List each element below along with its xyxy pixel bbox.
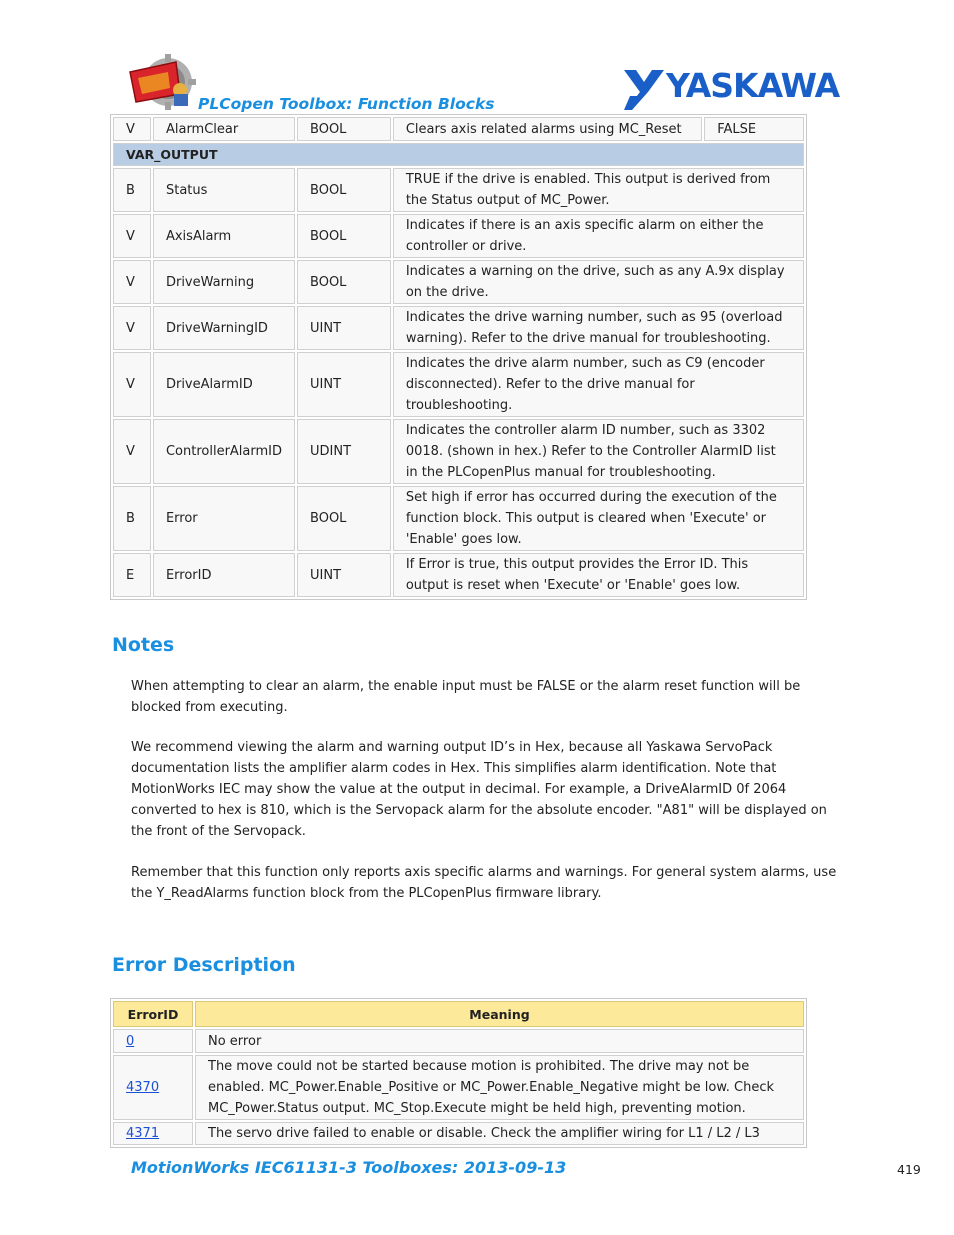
var-type: V (113, 419, 151, 484)
var-description: Indicates the controller alarm ID number, such as 3302 0018. (shown in hex.) Refer to the Controller AlarmID list in the PLCopenPlus manual for troubleshooting. (393, 419, 804, 484)
error-meaning: The servo drive failed to enable or disable. Check the amplifier wiring for L1 / L2 / L3 (195, 1122, 804, 1145)
table-row (113, 117, 804, 141)
table-row (113, 1055, 804, 1120)
error-table (110, 998, 807, 1148)
var-name: AxisAlarm (153, 214, 295, 258)
var-description: Set high if error has occurred during the execution of the function block. This output is cleared when 'Execute' or 'Enable' goes low. (393, 486, 804, 551)
footer-title: MotionWorks IEC61131-3 Toolboxes: 2013-09-13 (131, 1158, 567, 1177)
var-datatype: UINT (297, 352, 391, 417)
error-meaning: The move could not be started because motion is prohibited. The drive may not be enabled. MC_Power.Enable_Positive or MC_Power.Enable_Negative might be low. Check MC_Power.Status output. MC_Stop.Execute might be held high, preventing motion. (195, 1055, 804, 1120)
errorid-link-4370[interactable]: 4370 (126, 1080, 160, 1095)
page-number: 419 (897, 1162, 921, 1177)
section-header-row (113, 143, 804, 166)
variable-table (110, 114, 807, 600)
var-name: ErrorID (153, 553, 295, 597)
col-errorid-header: ErrorID (113, 1001, 193, 1027)
notes-paragraph: When attempting to clear an alarm, the enable input must be FALSE or the alarm reset function will be blocked from executing. (131, 679, 801, 715)
var-type: B (113, 486, 151, 551)
error-table-header (113, 1001, 804, 1027)
var-description: Indicates a warning on the drive, such as any A.9x display on the drive. (393, 260, 804, 304)
var-datatype: UDINT (297, 419, 391, 484)
var-datatype: BOOL (297, 260, 391, 304)
notes-heading: Notes (112, 634, 175, 656)
var-output-header: VAR_OUTPUT (113, 143, 804, 166)
var-datatype: UINT (297, 553, 391, 597)
yaskawa-logo-icon (622, 66, 844, 112)
var-description: TRUE if the drive is enabled. This output is derived from the Status output of MC_Power. (393, 168, 804, 212)
table-row (113, 352, 804, 417)
var-description: If Error is true, this output provides the Error ID. This output is reset when 'Execute' or 'Enable' goes low. (393, 553, 804, 597)
table-row (113, 486, 804, 551)
var-type: V (113, 214, 151, 258)
var-type: V (113, 352, 151, 417)
notes-paragraph: We recommend viewing the alarm and warning output ID’s in Hex, because all Yaskawa ServoPack documentation lists the amplifier alarm codes in Hex. This simplifies alarm identification. Note that MotionWorks IEC may show the value at the output in decimal. For example, a DriveAlarmID 0f 2064 converted to hex is 810, which is the Servopack alarm for the absolute encoder. "A81" will be displayed on the front of the Servopack. (131, 740, 827, 839)
var-description: Indicates the drive warning number, such as 95 (overload warning). Refer to the drive manual for troubleshooting. (393, 306, 804, 350)
var-description: Indicates the drive alarm number, such as C9 (encoder disconnected). Refer to the drive manual for troubleshooting. (393, 352, 804, 417)
var-datatype: BOOL (297, 214, 391, 258)
var-type: B (113, 168, 151, 212)
var-datatype: BOOL (297, 168, 391, 212)
var-name: Error (153, 486, 295, 551)
table-row (113, 1122, 804, 1145)
var-type: V (113, 306, 151, 350)
table-row (113, 419, 804, 484)
var-name: DriveAlarmID (153, 352, 295, 417)
var-type: V (113, 117, 151, 141)
var-datatype: BOOL (297, 117, 391, 141)
errorid-link-4371[interactable]: 4371 (126, 1126, 160, 1141)
table-row (113, 1029, 804, 1053)
table-row (113, 260, 804, 304)
var-description: Clears axis related alarms using MC_Reset (393, 117, 702, 141)
table-row (113, 214, 804, 258)
var-name: Status (153, 168, 295, 212)
var-default: FALSE (704, 117, 804, 141)
var-name: AlarmClear (153, 117, 295, 141)
var-description: Indicates if there is an axis specific alarm on either the controller or drive. (393, 214, 804, 258)
col-meaning-header: Meaning (195, 1001, 804, 1027)
error-meaning: No error (195, 1029, 804, 1053)
error-description-heading: Error Description (112, 954, 296, 976)
table-row (113, 553, 804, 597)
toolbox-logo-icon (128, 54, 200, 110)
var-type: E (113, 553, 151, 597)
brand-text: YASKAWA (666, 66, 840, 105)
var-datatype: BOOL (297, 486, 391, 551)
errorid-link-0[interactable]: 0 (126, 1033, 135, 1049)
var-datatype: UINT (297, 306, 391, 350)
notes-paragraph: Remember that this function only reports axis specific alarms and warnings. For general system alarms, use the Y_ReadAlarms function block from the PLCopenPlus firmware library. (131, 865, 837, 901)
var-type: V (113, 260, 151, 304)
var-name: DriveWarningID (153, 306, 295, 350)
header-title: PLCopen Toolbox: Function Blocks (198, 95, 495, 113)
var-name: DriveWarning (153, 260, 295, 304)
var-name: ControllerAlarmID (153, 419, 295, 484)
table-row (113, 306, 804, 350)
table-row (113, 168, 804, 212)
